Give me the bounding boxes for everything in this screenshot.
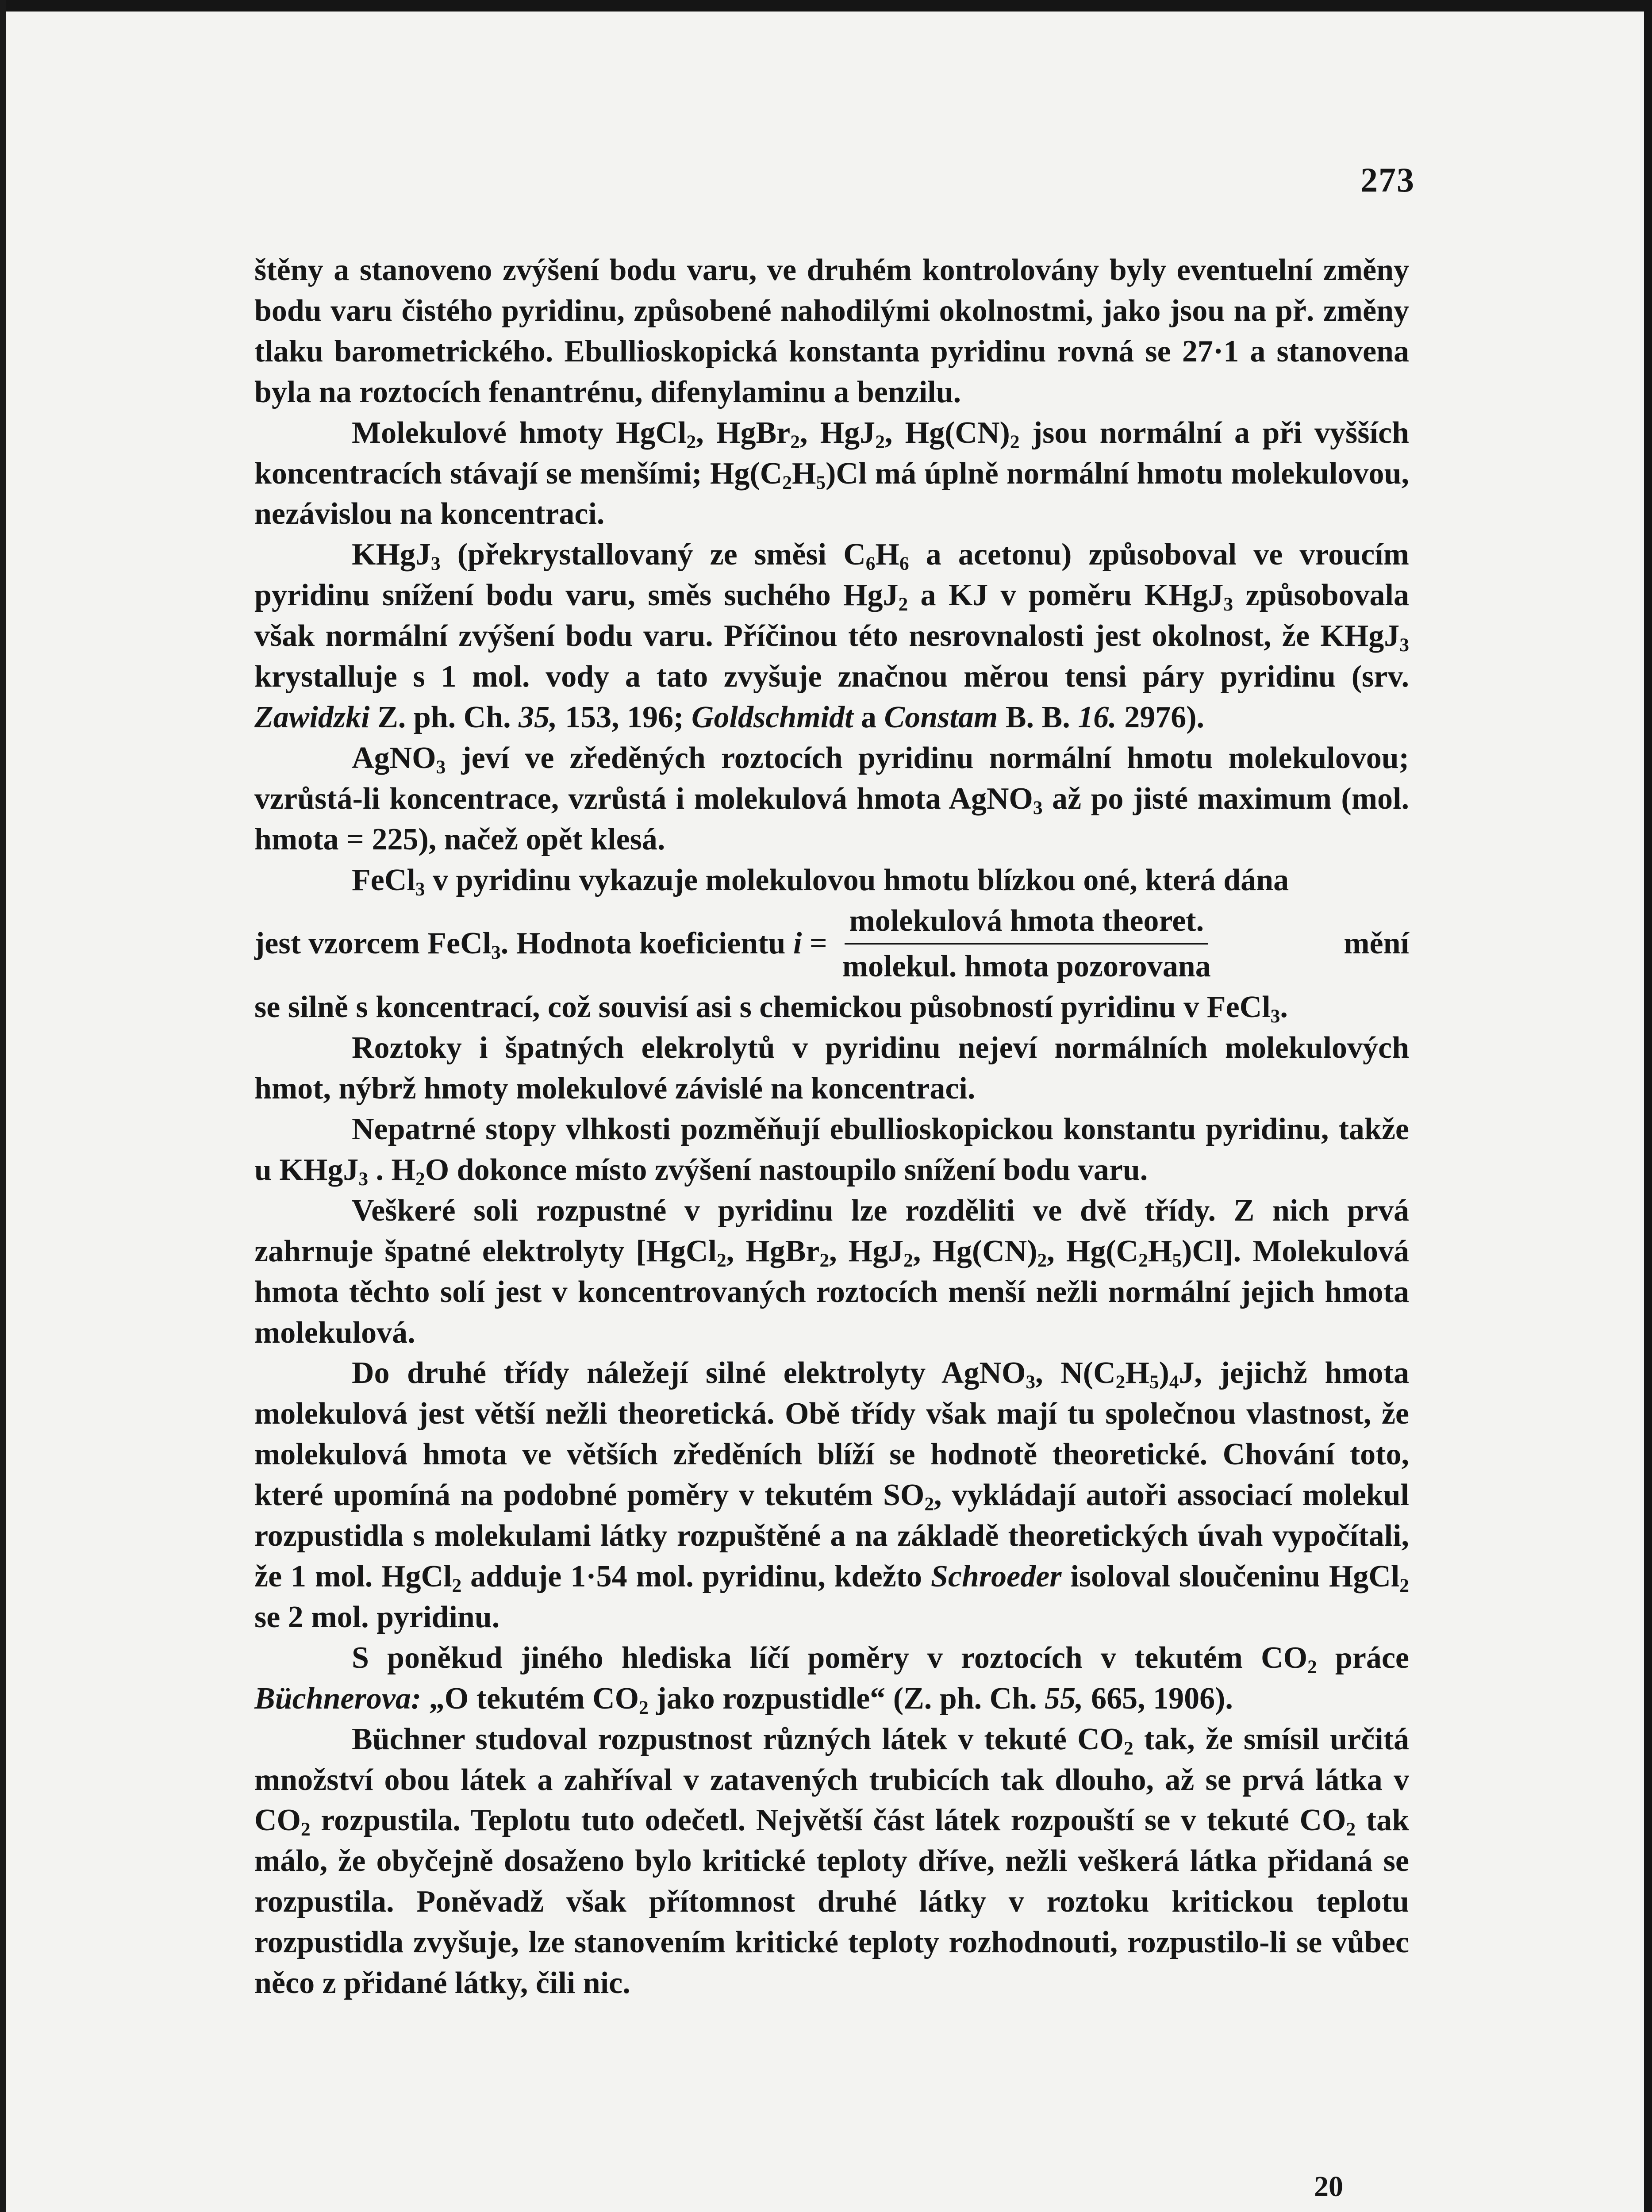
paragraph-2: Molekulové hmoty HgCl$_2$, HgBr$_2$, HgJ$_2$, $Hg(CN)_2$ jsou normální a při vyšších koncentracích stávají se menšími; $Hg(C_2H_5)Cl$ má úplně normální hmotu molekulovou, nezávislou na koncentraci. (254, 415, 1409, 531)
fraction-numerator: molekulová hmota theoret. (845, 901, 1208, 945)
paragraph-5 (254, 860, 1409, 1028)
paragraph-4: AgNO$_3$ jeví ve zředěných roztocích pyridinu normální hmotu molekulovou; vzrůstá-li koncentrace, vzrůstá i molekulová hmota AgNO$_3$ až po jisté maximum (mol. hmota = 225), načež opět klesá. (254, 741, 1409, 856)
signature-number: 20 (1314, 2170, 1343, 2203)
scan-border-top (0, 0, 1652, 12)
body-text (254, 250, 1409, 2004)
page-number: 273 (1360, 161, 1415, 199)
paragraph-9: Do druhé třídy náležejí silné elektrolyty AgNO$_3$, $N(C_2H_5)_4J$, jejichž hmota molekulová jest větší nežli theoretická. Obě třídy však mají tu společnou vlastnost, že molekulová hmota ve větších zředěních blíží se hodnotě theoretické. Chování toto, které upomíná na podobné poměry v tekutém $SO_2$, vykládají autoři associací molekul rozpustidla s molekulami látky rozpuštěné a na základě theoretických úvah vypočítali, že 1 mol. HgCl$_2$ adduje 1·54 mol. pyridinu, kdežto Schroeder isoloval sloučeninu HgCl$_2$ se 2 mol. pyridinu. (254, 1356, 1409, 1634)
paragraph-10: S poněkud jiného hlediska líčí poměry v roztocích v tekutém $CO_2$ práce Büchnerova: „O tekutém $CO_2$ jako rozpustidle“ (Z. ph. Ch. 55, 665, 1906). (254, 1640, 1409, 1718)
fraction-denominator: molekul. hmota pozorovana (842, 949, 1211, 984)
paragraph-11: Büchner studoval rozpustnost různých látek v tekuté $CO_2$ tak, že smísil určitá množství obou látek a zahříval v zatavených trubicích tak dlouho, až se prvá látka v $CO_2$ rozpustila. Teplotu tuto odečetl. Největší část látek rozpouští se v tekuté $CO_2$ tak málo, že obyčejně dosaženo bylo kritické teploty dříve, nežli veškerá látka přidaná se rozpustila. Poněvadž však přítomnost druhé látky v roztoku kritickou teplotu rozpustidla zvyšuje, lze stanovením kritické teploty rozhodnouti, rozpustilo-li se vůbec něco z přidané látky, čili nic. (254, 1722, 1409, 2001)
paragraph-5-continuation: se silně s koncentrací, což souvisí asi s chemickou působností pyridinu v FeCl$_3$. (254, 990, 1288, 1027)
paragraph-8: Veškeré soli rozpustné v pyridinu lze rozděliti ve dvě třídy. Z nich prvá zahrnuje špatné elektrolyty [HgCl$_2$, HgBr$_2$, HgJ$_2$, $Hg(CN)_2$, $Hg(C_2H_5)Cl$]. Molekulová hmota těchto solí jest v koncentrovaných roztocích menší nežli normální jejich hmota molekulová. (254, 1193, 1409, 1350)
paragraph-6: Roztoky i špatných elekrolytů v pyridinu nejeví normálních molekulových hmot, nýbrž hmoty molekulové závislé na koncentraci. (254, 1031, 1409, 1106)
paragraph-3: KHgJ$_3$ (překrystallovaný ze směsi $C_6H_6$ a acetonu) způsoboval ve vroucím pyridinu snížení bodu varu, směs suchého HgJ$_2$ a KJ v poměru KHgJ$_3$ způsobovala však normální zvýšení bodu varu. Příčinou této nesrovnalosti jest okolnost, že KHgJ$_3$ krystalluje s 1 mol. vody a tato zvyšuje značnou měrou tensi páry pyridinu (srv. Zawidzki Z. ph. Ch. 35, 153, 196; Goldschmidt a Constam B. B. 16. 2976). (254, 538, 1409, 734)
coefficient-fraction (838, 901, 1215, 987)
scan-border-left (0, 0, 6, 2212)
scan-border-right (1644, 0, 1652, 2212)
paragraph-7: Nepatrné stopy vlhkosti pozměňují ebullioskopickou konstantu pyridinu, takže u KHgJ$_3$ . $H_2O$ dokonce místo zvýšení nastoupilo snížení bodu varu. (254, 1112, 1409, 1190)
paragraph-5-line-1: FeCl$_3$ v pyridinu vykazuje molekulovou hmotu blízkou oné, která dána (352, 863, 1289, 900)
paragraph-1: štěny a stanoveno zvýšení bodu varu, ve druhém kontrolovány byly eventuelní změny bodu varu čistého pyridinu, způsobené nahodilými okolnostmi, jako jsou na př. změny tlaku barometrického. Ebullioskopická konstanta pyridinu rovná se 27·1 a stanovena byla na roztocích fenantrénu, difenylaminu a benzilu. (254, 253, 1409, 409)
coefficient-formula: jest vzorcem FeCl$_3$. Hodnota koeficientu i = $\frac{\text{molekulová hmota theoret.}}{\text{molekul. hmota pozorovana}}$ mění (254, 901, 1409, 987)
